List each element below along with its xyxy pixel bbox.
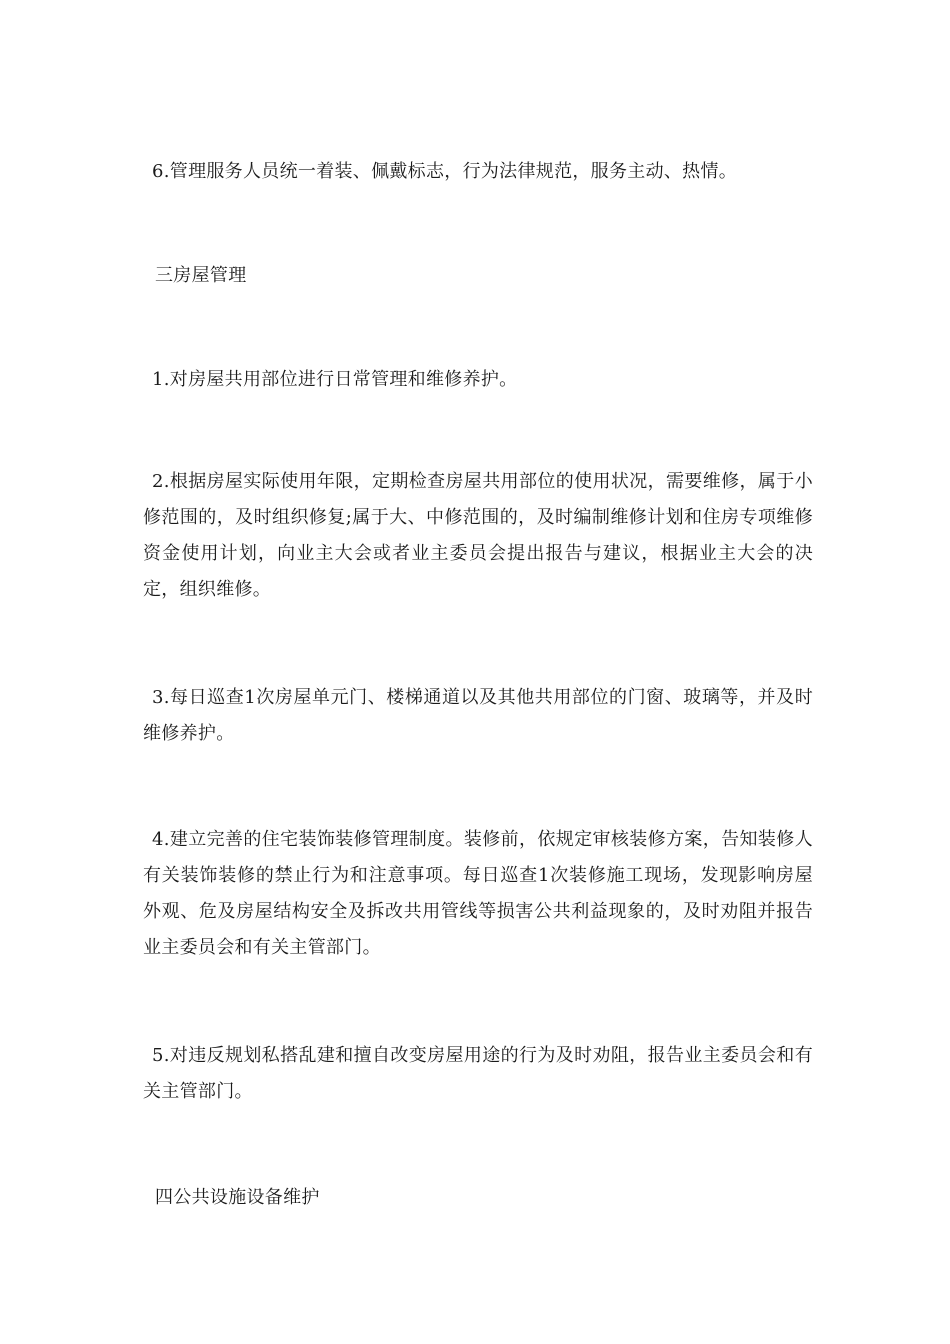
section-heading-public-facilities: 四公共设施设备维护 — [155, 1187, 320, 1208]
paragraph-item-1: 1.对房屋共用部位进行日常管理和维修养护。 — [152, 369, 518, 390]
paragraph-item-5: 5.对违反规划私搭乱建和擅自改变房屋用途的行为及时劝阻，报告业主委员会和有关主管部门。 — [143, 1045, 813, 1102]
paragraph-item-6: 6.管理服务人员统一着装、佩戴标志，行为法律规范，服务主动、热情。 — [152, 161, 738, 182]
paragraph-item-4: 4.建立完善的住宅装饰装修管理制度。装修前，依规定审核装修方案，告知装修人有关装饰装修的禁止行为和注意事项。每日巡查1次装修施工现场，发现影响房屋外观、危及房屋结构安全及拆改共用管线等损害公共利益现象的，及时劝阻并报告业主委员会和有关主管部门。 — [143, 829, 813, 958]
paragraph-item-3: 3.每日巡查1次房屋单元门、楼梯通道以及其他共用部位的门窗、玻璃等，并及时维修养护。 — [143, 687, 813, 744]
section-heading-house-management: 三房屋管理 — [155, 265, 247, 286]
paragraph-item-2: 2.根据房屋实际使用年限，定期检查房屋共用部位的使用状况，需要维修，属于小修范围的，及时组织修复;属于大、中修范围的，及时编制维修计划和住房专项维修资金使用计划，向业主大会或者业主委员会提出报告与建议，根据业主大会的决定，组织维修。 — [143, 471, 813, 600]
